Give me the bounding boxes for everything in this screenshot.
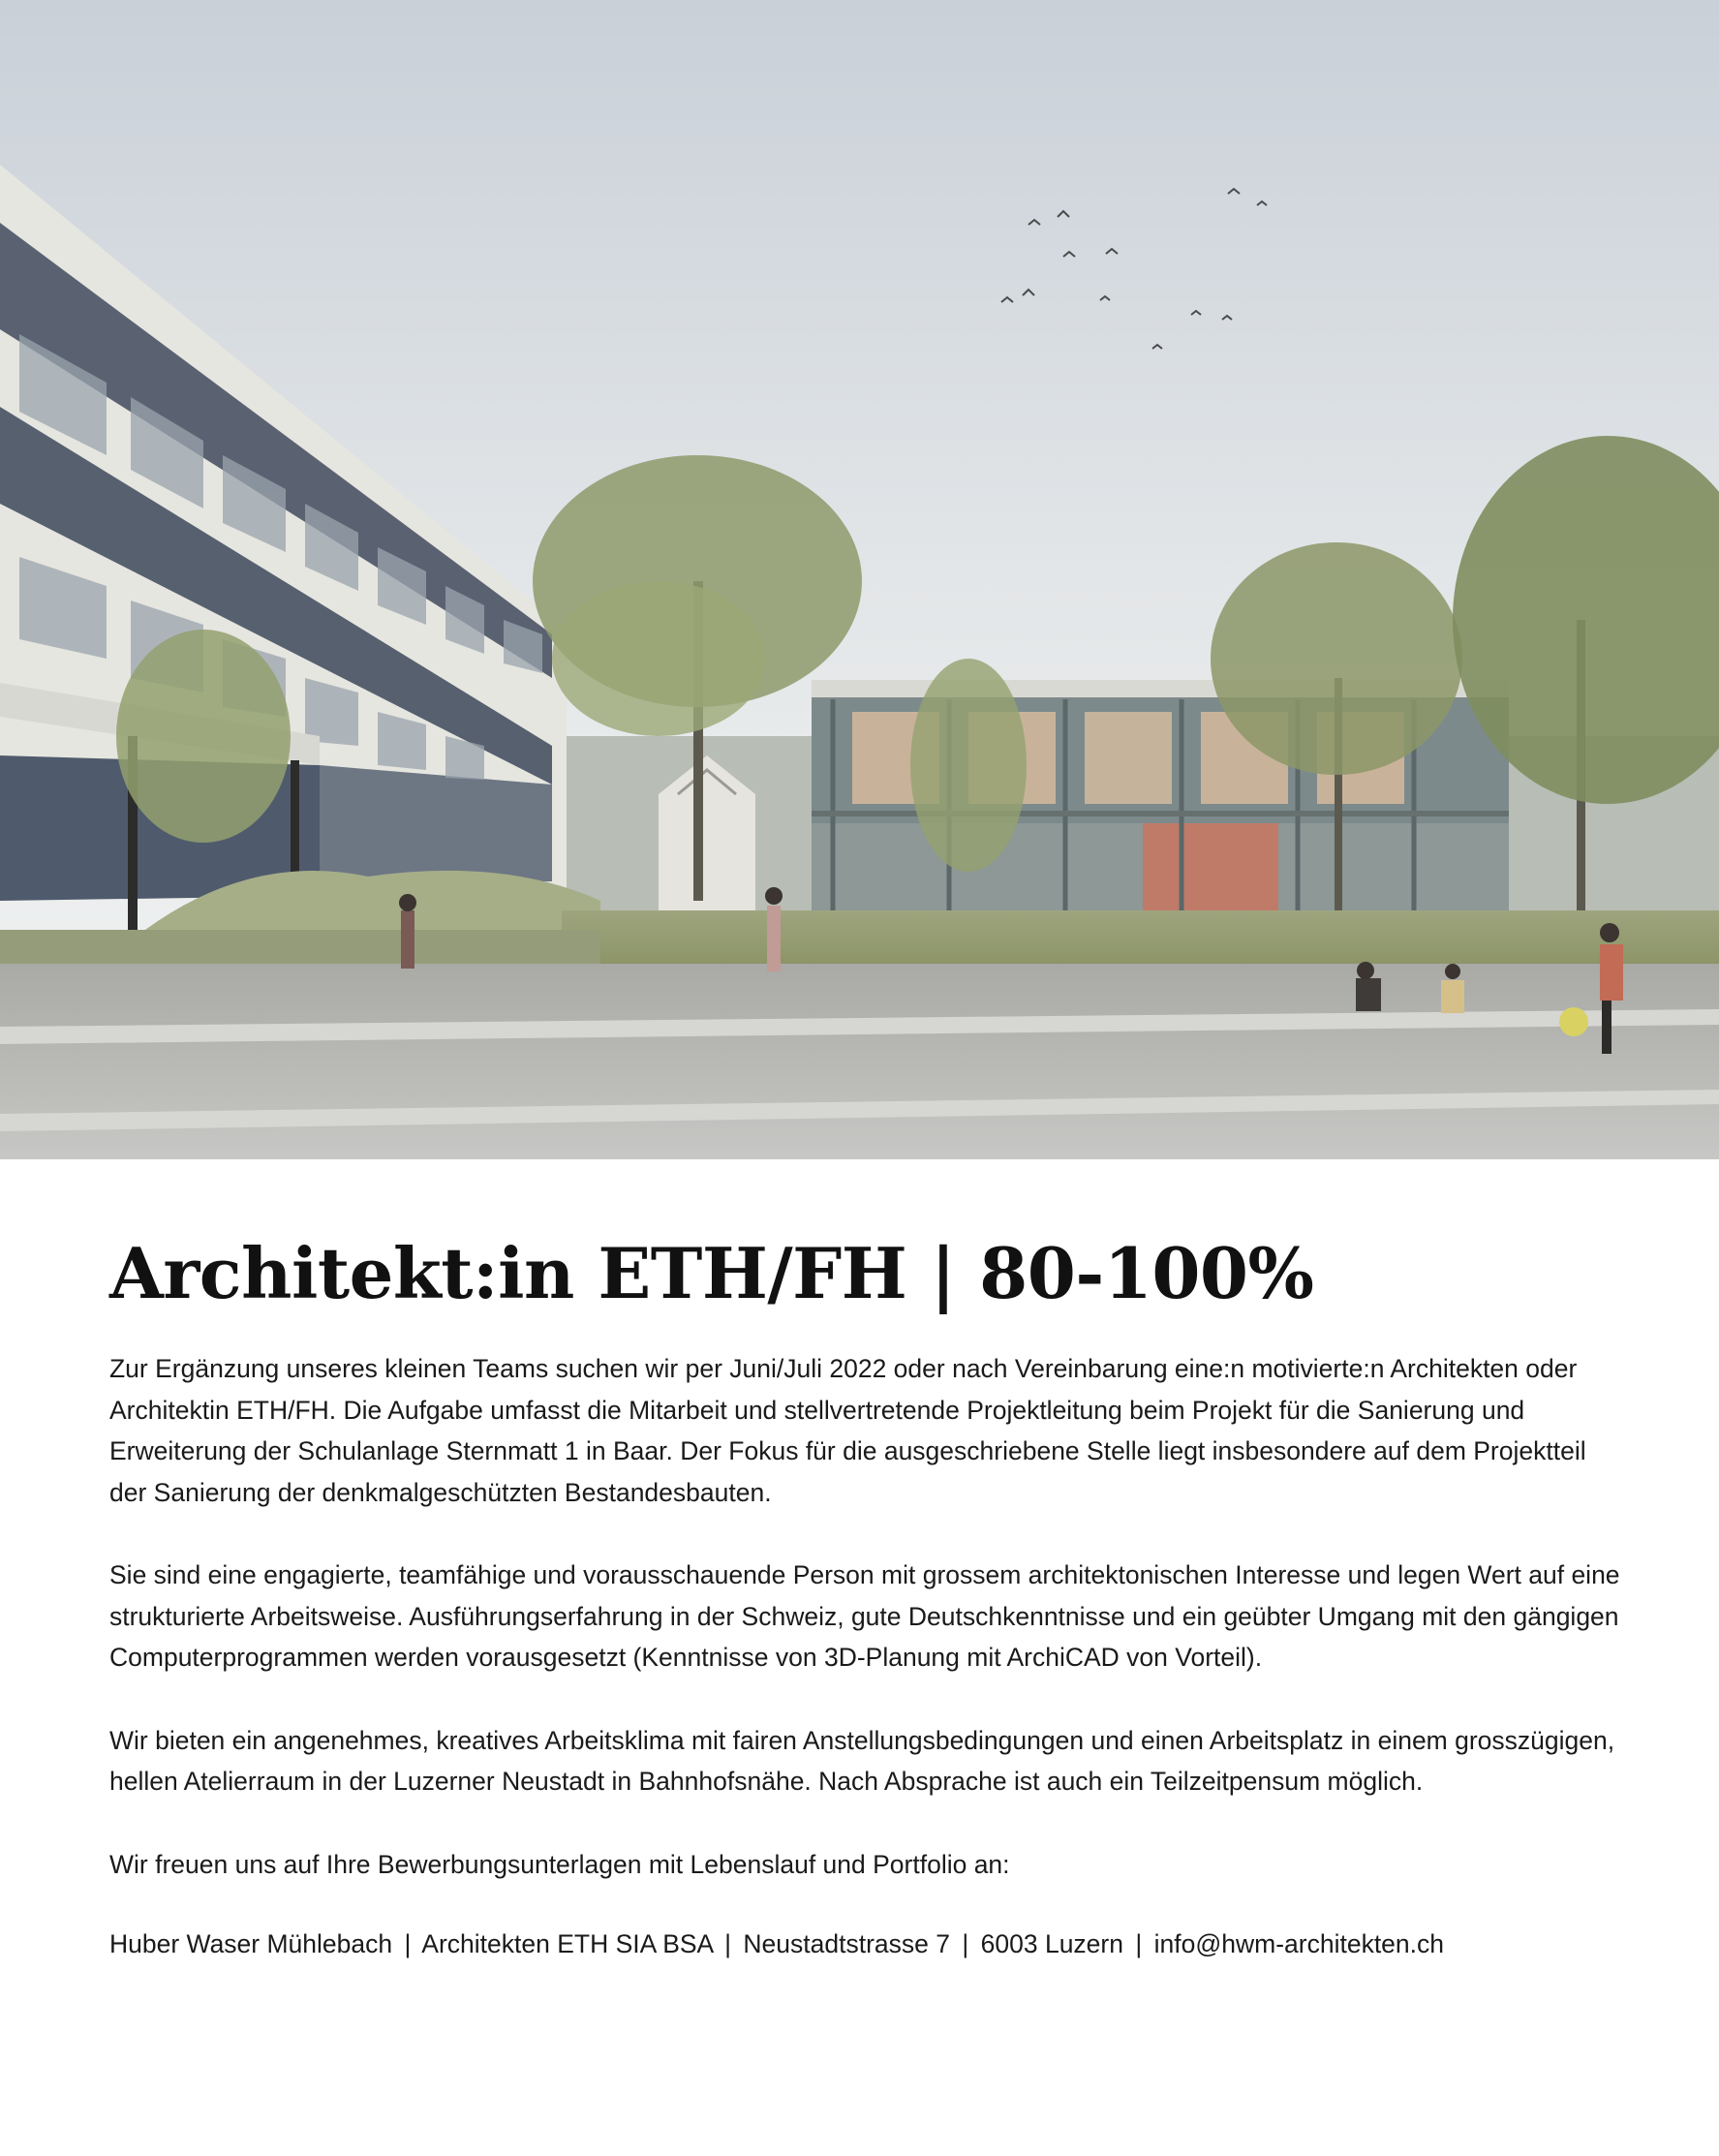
paragraph-application: Wir freuen uns auf Ihre Bewerbungsunterlagen mit Lebenslauf und Portfolio an:: [109, 1849, 1010, 1879]
posting-title: Architekt:in ETH/FH | 80-100%: [109, 1232, 1314, 1314]
contact-separator: |: [962, 1929, 969, 1958]
contact-separator: |: [1135, 1929, 1143, 1958]
paragraph-profile: Sie sind eine engagierte, teamfähige und vorausschauende Person mit grossem architektonischen Interesse und legen Wert auf eine strukturierte Arbeitsweise. Ausführungserfahrung in der Schweiz, gute Deutschkenntnisse und ein geübter Umgang mit den gängigen Computerprogrammen werden vorausgesetzt (Kenntnisse von 3D-Planung mit ArchiCAD von Vorteil).: [109, 1560, 1620, 1672]
contact-separator: |: [404, 1929, 412, 1958]
contact-separator: |: [724, 1929, 732, 1958]
posting-body: [109, 1348, 1620, 1885]
contact-city: 6003 Luzern: [980, 1929, 1123, 1958]
paragraph-intro: Zur Ergänzung unseres kleinen Teams suchen wir per Juni/Juli 2022 oder nach Vereinbarung eine:n motivierte:n Architekten oder Architektin ETH/FH. Die Aufgabe umfasst die Mitarbeit und stellvertretende Projektleitung beim Projekt für die Sanierung und Erweiterung der Schulanlage Sternmatt 1 in Baar. Der Fokus für die ausgeschriebene Stelle liegt insbesondere auf dem Projektteil der Sanierung der denkmalgeschützten Bestandesbauten.: [109, 1354, 1586, 1507]
contact-street: Neustadtstrasse 7: [743, 1929, 950, 1958]
job-posting: [109, 1230, 1620, 1964]
contact-line: [109, 1924, 1620, 1964]
contact-firm: Huber Waser Mühlebach: [109, 1929, 393, 1958]
contact-email[interactable]: info@hwm-architekten.ch: [1153, 1929, 1445, 1958]
contact-credentials: Architekten ETH SIA BSA: [421, 1929, 713, 1958]
paragraph-offer: Wir bieten ein angenehmes, kreatives Arbeitsklima mit fairen Anstellungsbedingungen und einen Arbeitsplatz in einem grosszügigen, hellen Atelierraum in der Luzerner Neustadt in Bahnhofsnähe. Nach Absprache ist auch ein Teilzeitpensum möglich.: [109, 1725, 1615, 1796]
